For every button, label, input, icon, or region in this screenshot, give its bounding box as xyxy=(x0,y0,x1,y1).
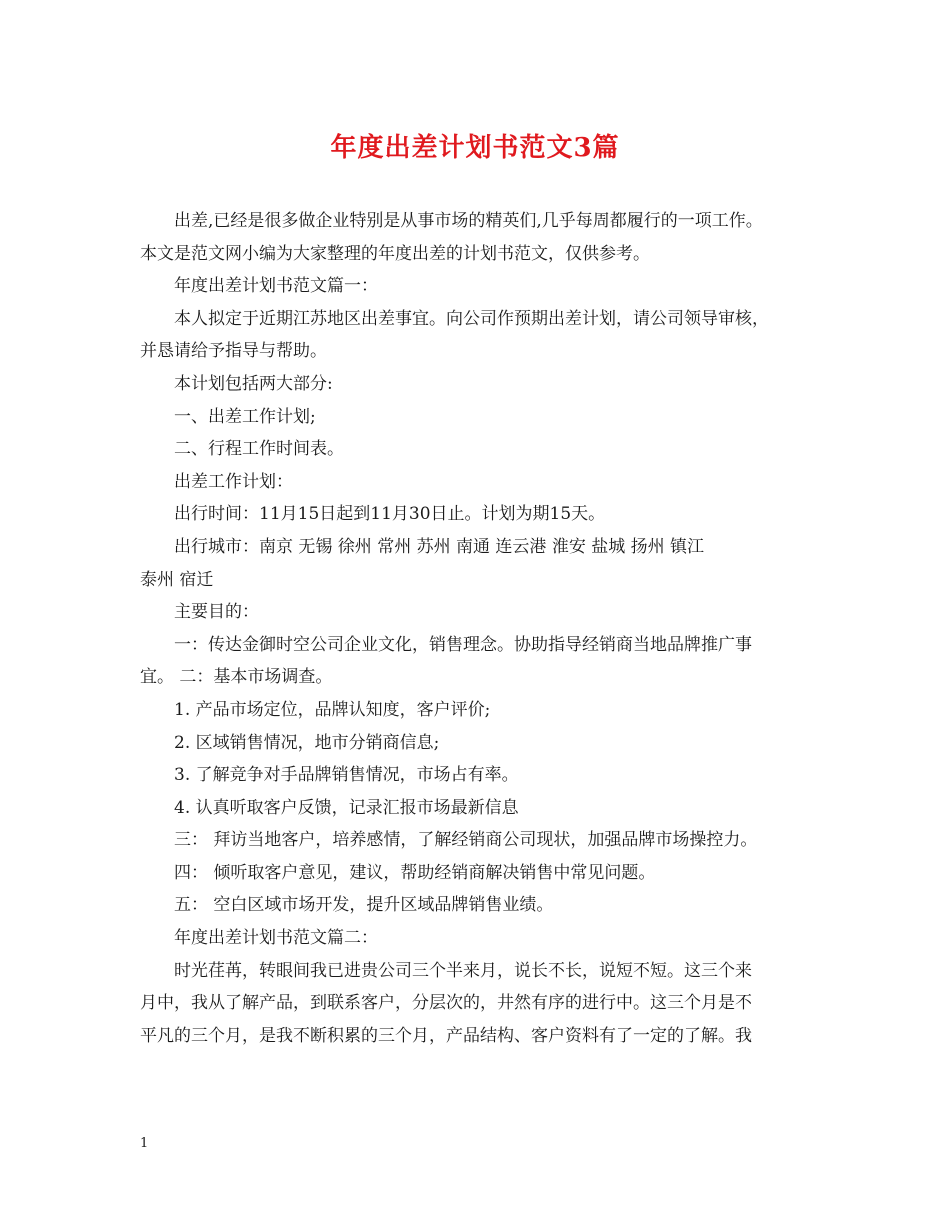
paragraph xyxy=(140,270,830,303)
text-line: 一、出差工作计划; xyxy=(174,406,316,427)
text-line: 2. 区域销售情况，地市分销商信息; xyxy=(174,732,440,753)
paragraph xyxy=(140,857,830,890)
text-line: 宜。 二：基本市场调查。 xyxy=(140,667,333,688)
text-line: 年度出差计划书范文篇二： xyxy=(174,928,378,949)
paragraph xyxy=(140,596,830,629)
paragraph xyxy=(140,433,830,466)
text-line: 泰州 宿迁 xyxy=(140,569,214,590)
paragraph xyxy=(140,629,830,694)
paragraph xyxy=(140,401,830,434)
text-line: 一：传达金御时空公司企业文化，销售理念。协助指导经销商当地品牌推广事 xyxy=(174,634,752,655)
paragraph xyxy=(140,824,830,857)
text-line: 年度出差计划书范文篇一： xyxy=(174,276,378,297)
text-line: 五： 空白区域市场开发，提升区域品牌销售业绩。 xyxy=(174,895,554,916)
paragraph xyxy=(140,889,830,922)
text-line: 四： 倾听取客户意见，建议，帮助经销商解决销售中常见问题。 xyxy=(174,862,656,883)
text-line: 二、行程工作时间表。 xyxy=(174,439,344,460)
text-line: 本人拟定于近期江苏地区出差事宜。向公司作预期出差计划，请公司领导审核， xyxy=(174,308,769,329)
paragraph xyxy=(140,759,830,792)
text-line: 出差工作计划： xyxy=(174,471,293,492)
paragraph xyxy=(140,205,830,270)
text-line: 并恳请给予指导与帮助。 xyxy=(140,341,327,362)
page-number: 1 xyxy=(140,1136,149,1151)
text-line: 月中，我从了解产品，到联系客户，分层次的，井然有序的进行中。这三个月是不 xyxy=(140,993,752,1014)
paragraph xyxy=(140,955,830,1053)
text-line: 出行城市：南京 无锡 徐州 常州 苏州 南通 连云港 淮安 盐城 扬州 镇江 xyxy=(174,536,705,557)
paragraph xyxy=(140,466,830,499)
paragraph xyxy=(140,727,830,760)
text-line: 主要目的： xyxy=(174,602,259,623)
document-title: 年度出差计划书范文3篇 xyxy=(330,133,620,163)
paragraph xyxy=(140,531,830,596)
paragraph xyxy=(140,922,830,955)
text-line: 出差,已经是很多做企业特别是从事市场的精英们,几乎每周都履行的一项工作。 xyxy=(174,211,763,231)
paragraph xyxy=(140,694,830,727)
paragraph xyxy=(140,368,830,401)
text-line: 三： 拜访当地客户，培养感情，了解经销商公司现状，加强品牌市场操控力。 xyxy=(174,830,758,851)
document-body xyxy=(140,205,830,1052)
text-line: 本文是范文网小编为大家整理的年度出差的计划书范文，仅供参考。 xyxy=(140,243,650,264)
text-line: 3. 了解竞争对手品牌销售情况，市场占有率。 xyxy=(174,765,519,786)
paragraph xyxy=(140,303,830,368)
text-line: 出行时间：11月15日起到11月30日止。计划为期15天。 xyxy=(174,504,606,525)
text-line: 1. 产品市场定位，品牌认知度，客户评价; xyxy=(174,699,491,720)
paragraph xyxy=(140,792,830,825)
text-line: 4. 认真听取客户反馈，记录汇报市场最新信息 xyxy=(174,797,519,818)
text-line: 本计划包括两大部分: xyxy=(174,373,333,394)
text-line: 时光荏苒，转眼间我已进贵公司三个半来月，说长不长，说短不短。这三个来 xyxy=(174,960,752,981)
text-line: 平凡的三个月，是我不断积累的三个月，产品结构、客户资料有了一定的了解。我 xyxy=(140,1025,752,1046)
paragraph xyxy=(140,498,830,531)
